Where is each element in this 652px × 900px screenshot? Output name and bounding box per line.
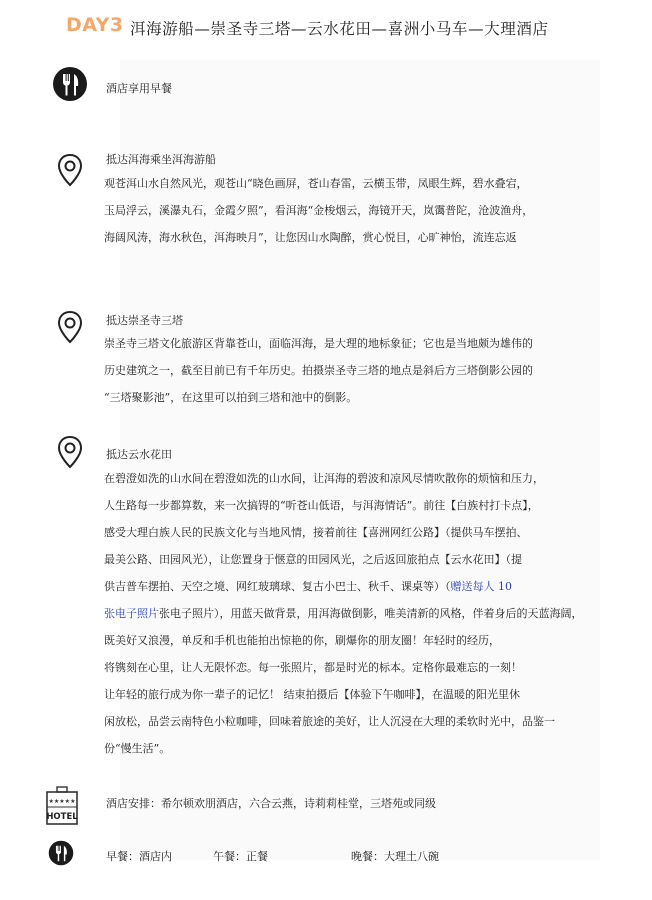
text-span: 张电子照片），用蓝天做背景，用洱海做倒影，唯美清新的风格，伴着身后的天蓝海阔， — [159, 607, 583, 620]
fork-knife-icon — [48, 840, 74, 866]
text-line: 份“慢生活”。 — [104, 742, 171, 755]
text-line: 海阔风涛，海水秋色，洱海映月”，让您因山水陶醉，赏心悦目，心旷神怡，流连忘返 — [104, 231, 517, 244]
text-line: 观苍洱山水自然风光，观苍山“晓色画屏，苍山春雷，云横玉带，凤眼生辉，碧水叠宕， — [104, 177, 528, 190]
text-line: 人生路每一步都算数，来一次搞锝的“听苍山低语，与洱海情话”。前往【白族村打卡点】， — [104, 499, 539, 512]
hotel-icon — [45, 786, 79, 826]
text-line — [104, 573, 602, 600]
text-line: 历史建筑之一，截至目前已有千年历史。拍摄崇圣寺三塔的地点是斜后方三塔倒影公园的 — [104, 364, 533, 377]
text-line: 玉局浮云，溪瀑丸石，金霞夕照”，看洱海“金梭烟云，海镜开天，岚霭普陀，沧波渔舟， — [104, 204, 534, 217]
text-line: “三塔聚影池”，在这里可以拍到三塔和池中的倒影。 — [104, 391, 358, 404]
route-title: 洱海游船—崇圣寺三塔—云水花田—喜洲小马车—大理酒店 — [130, 20, 549, 38]
text-line: 将镌刻在心里，让人无限怀恋。每一张照片，都是时光的标本。定格你最难忘的一刻！ — [104, 661, 522, 674]
photo-gift-link: 张电子照片 — [104, 607, 159, 620]
stop-title: 抵达崇圣寺三塔 — [106, 314, 183, 327]
location-pin-icon — [52, 152, 88, 188]
fork-knife-icon — [52, 66, 88, 102]
stop-description — [104, 170, 602, 251]
stop-description — [104, 330, 602, 411]
hotel-text: 酒店安排：希尔顿欢朋酒店，六合云燕，诗莉莉桂堂，三塔苑或同级 — [106, 797, 436, 810]
photo-gift-link: 赠送每人 10 — [450, 580, 512, 593]
text-span: 供吉普车摆拍、天空之境、网红玻璃球、复古小巴士、秋千、课桌等）（ — [104, 580, 451, 593]
location-pin-icon — [52, 434, 88, 470]
text-line: 在碧澄如洗的山水间在碧澄如洗的山水间，让洱海的碧波和凉风尽情吹散你的烦恼和压力， — [104, 472, 544, 485]
text-line: 让年轻的旅行成为你一辈子的记忆！ 结束拍摄后【体验下午咖啡】，在温暖的阳光里休 — [104, 688, 520, 701]
text-line: 崇圣寺三塔文化旅游区背靠苍山，面临洱海，是大理的地标象征；它也是当地颇为雄伟的 — [104, 337, 533, 350]
text-line: 既美好又浪漫，单反和手机也能拍出惊艳的你，刷爆你的朋友圈！年轻时的经历， — [104, 634, 500, 647]
stop-title: 抵达云水花田 — [106, 448, 172, 461]
hotel-icon-label: HOTEL — [46, 812, 78, 822]
text-line — [104, 600, 602, 627]
text-line: 闲放松，品尝云南特色小粒咖啡，回味着旅途的美好，让人沉浸在大理的柔软时光中，品鉴一 — [104, 715, 555, 728]
text-line: 感受大理白族人民的民族文化与当地风情，接着前往【喜洲网红公路】（提供马车摆拍、 — [104, 526, 528, 539]
stop-description — [104, 465, 602, 762]
breakfast-meal: 早餐：酒店内 — [106, 850, 172, 863]
lunch-meal: 午餐：正餐 — [213, 850, 268, 863]
dinner-meal: 晚餐：大理土八碗 — [351, 850, 439, 863]
location-pin-icon — [52, 309, 88, 345]
breakfast-intro-text: 酒店享用早餐 — [106, 82, 172, 95]
stop-title: 抵达洱海乘坐洱海游船 — [106, 153, 216, 166]
svg-text:★★★★★: ★★★★★ — [48, 798, 76, 805]
text-line: 最美公路、田园风光），让您置身于惬意的田园风光，之后返回旅拍点【云水花田】（提 — [104, 553, 522, 566]
day-label: DAY3 — [66, 14, 124, 36]
